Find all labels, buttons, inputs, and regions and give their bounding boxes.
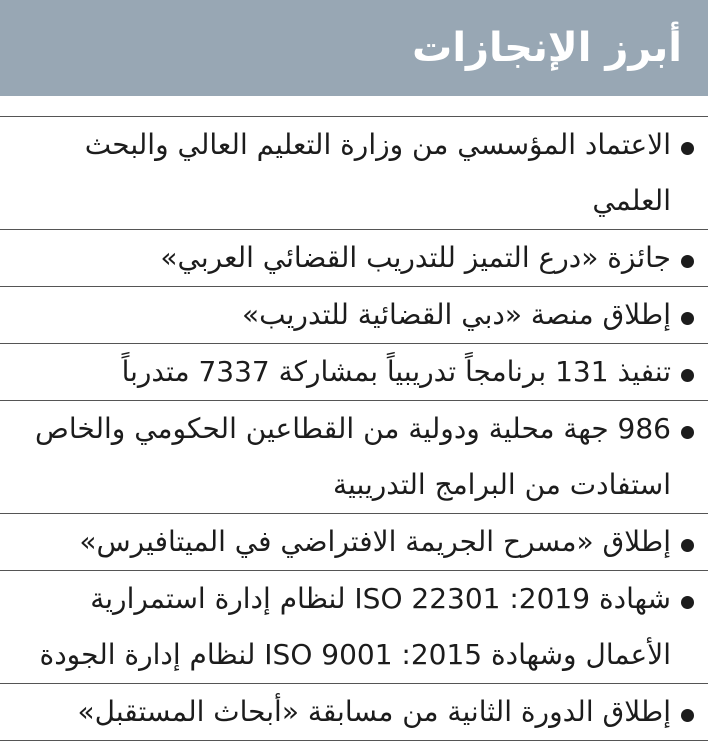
list-item bbox=[0, 514, 708, 571]
list-item-text: إطلاق «مسرح الجريمة الافتراضي في الميتافيرس» bbox=[79, 525, 671, 558]
list-item bbox=[0, 571, 708, 684]
list-item-text: الاعتماد المؤسسي من وزارة التعليم العالي والبحث العلمي bbox=[84, 128, 671, 217]
page-title: أبرز الإنجازات bbox=[412, 25, 682, 71]
list-item-text: إطلاق منصة «دبي القضائية للتدريب» bbox=[242, 298, 671, 331]
list-item-text: 986 جهة محلية ودولية من القطاعين الحكومي والخاص استفادت من البرامج التدريبية bbox=[35, 412, 671, 501]
list-item-text: جائزة «درع التميز للتدريب القضائي العربي» bbox=[160, 241, 671, 274]
list-item bbox=[0, 344, 708, 401]
list-item bbox=[0, 287, 708, 344]
header-bar bbox=[0, 0, 708, 96]
bullet-icon bbox=[681, 312, 694, 325]
achievements-list bbox=[0, 116, 708, 741]
list-item bbox=[0, 230, 708, 287]
list-item-text: شهادة ISO 22301 :2019 لنظام إدارة استمرارية الأعمال وشهادة ISO 9001 :2015 لنظام إدارة الجودة bbox=[39, 582, 671, 671]
list-item bbox=[0, 684, 708, 741]
list-item-text: تنفيذ 131 برنامجاً تدريبياً بمشاركة 7337 متدرباً bbox=[121, 355, 671, 388]
list-item bbox=[0, 401, 708, 514]
bullet-icon bbox=[681, 142, 694, 155]
bullet-icon bbox=[681, 369, 694, 382]
bullet-icon bbox=[681, 539, 694, 552]
list-item-text: إطلاق الدورة الثانية من مسابقة «أبحاث المستقبل» bbox=[77, 695, 671, 728]
bullet-icon bbox=[681, 596, 694, 609]
list-item bbox=[0, 116, 708, 230]
bullet-icon bbox=[681, 255, 694, 268]
bullet-icon bbox=[681, 709, 694, 722]
divider-spacer bbox=[0, 96, 708, 116]
bullet-icon bbox=[681, 426, 694, 439]
